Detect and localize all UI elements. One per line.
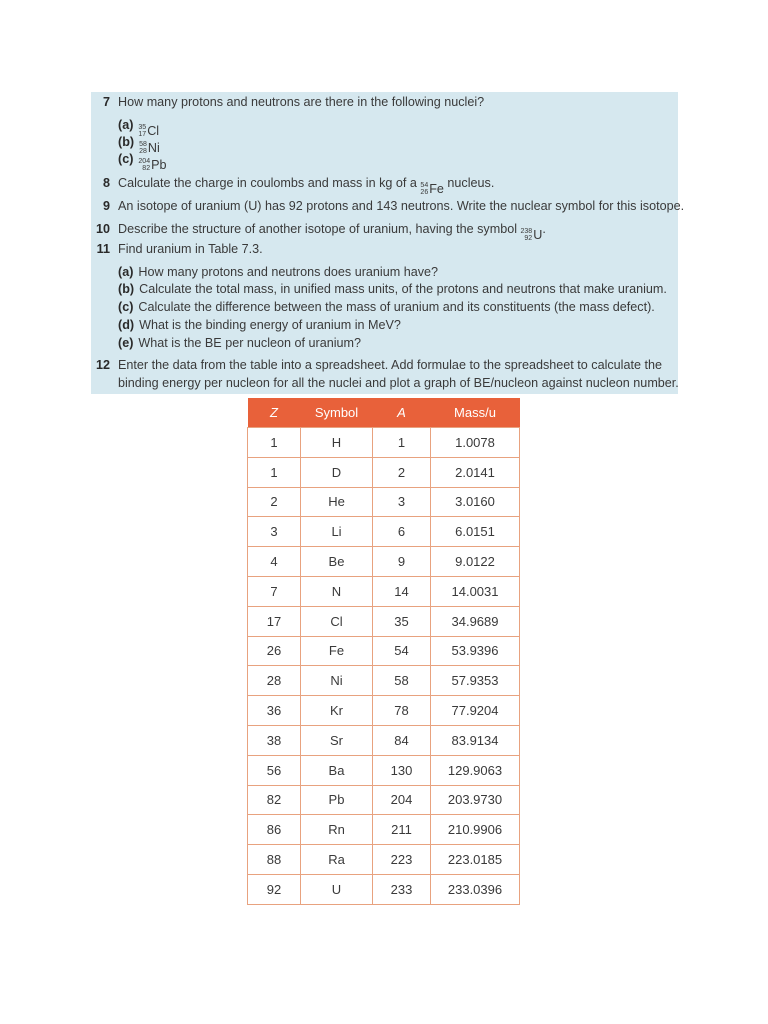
table-cell: 4 — [248, 547, 301, 577]
table-cell: 38 — [248, 725, 301, 755]
table-cell: Rn — [301, 815, 373, 845]
table-cell: 6 — [373, 517, 431, 547]
table-cell: 2 — [248, 487, 301, 517]
q12-line2: binding energy per nucleon for all the nuclei and plot a graph of BE/nucleon against nucleon number. — [118, 376, 679, 390]
q12-line1: Enter the data from the table into a spreadsheet. Add formulae to the spreadsheet to calculate the — [118, 358, 662, 372]
table-cell: Sr — [301, 725, 373, 755]
table-cell: D — [301, 457, 373, 487]
table-row — [248, 547, 520, 577]
table-cell: 7 — [248, 576, 301, 606]
table-row — [248, 428, 520, 458]
q11-text: Find uranium in Table 7.3. — [118, 242, 263, 256]
table-cell: 14 — [373, 576, 431, 606]
q11b: (b) Calculate the total mass, in unified mass units, of the protons and neutrons that make uranium. — [118, 282, 667, 296]
table-cell: 3 — [373, 487, 431, 517]
table-cell: 57.9353 — [431, 666, 520, 696]
table-cell: Ra — [301, 845, 373, 875]
table-row — [248, 815, 520, 845]
table-cell: 223.0185 — [431, 845, 520, 875]
table-row — [248, 845, 520, 875]
table-cell: Kr — [301, 696, 373, 726]
table-row — [248, 517, 520, 547]
q10-number: 10 — [95, 222, 110, 236]
table-cell: 26 — [248, 636, 301, 666]
table-cell: 9 — [373, 547, 431, 577]
table-header-row — [248, 398, 520, 428]
table-cell: Ni — [301, 666, 373, 696]
table-row — [248, 755, 520, 785]
table-cell: Be — [301, 547, 373, 577]
table-cell: 9.0122 — [431, 547, 520, 577]
table-cell: 78 — [373, 696, 431, 726]
table-cell: 77.9204 — [431, 696, 520, 726]
q7-text: How many protons and neutrons are there in the following nuclei? — [118, 95, 485, 109]
nuclide-cl: 35 17 Cl — [138, 124, 160, 138]
table-cell: 3 — [248, 517, 301, 547]
q9-text: An isotope of uranium (U) has 92 protons and 143 neutrons. Write the nuclear symbol for this isotope. — [118, 199, 685, 213]
table-cell: 88 — [248, 845, 301, 875]
table-cell: Pb — [301, 785, 373, 815]
q7a: (a) 35 17 Cl — [118, 118, 160, 138]
table-cell: 129.9063 — [431, 755, 520, 785]
q10-text: Describe the structure of another isotope of uranium, having the symbol 238 92 U . — [118, 222, 546, 242]
table-cell: 53.9396 — [431, 636, 520, 666]
table-row — [248, 636, 520, 666]
q11e: (e) What is the BE per nucleon of uranium? — [118, 336, 362, 350]
table-cell: 84 — [373, 725, 431, 755]
q11c: (c) Calculate the difference between the mass of uranium and its constituents (the mass defect). — [118, 300, 655, 314]
table-cell: 58 — [373, 666, 431, 696]
q12-number: 12 — [95, 358, 110, 372]
table-cell: 86 — [248, 815, 301, 845]
q11a: (a) How many protons and neutrons does uranium have? — [118, 265, 439, 279]
table-cell: 56 — [248, 755, 301, 785]
table-cell: Li — [301, 517, 373, 547]
table-cell: Ba — [301, 755, 373, 785]
table-cell: 83.9134 — [431, 725, 520, 755]
header-z: Z — [248, 398, 301, 428]
table-cell: 82 — [248, 785, 301, 815]
table-cell: 211 — [373, 815, 431, 845]
q8-text: Calculate the charge in coulombs and mass in kg of a 54 26 Fe nucleus. — [118, 176, 495, 196]
table-cell: 35 — [373, 606, 431, 636]
table-cell: 1 — [248, 428, 301, 458]
q7c: (c) 204 82 Pb — [118, 152, 167, 172]
table-cell: 203.9730 — [431, 785, 520, 815]
table-row — [248, 874, 520, 904]
table-cell: 204 — [373, 785, 431, 815]
q11-number: 11 — [96, 242, 110, 256]
q11d: (d) What is the binding energy of uranium in MeV? — [118, 318, 401, 332]
table-cell: 1.0078 — [431, 428, 520, 458]
table-row — [248, 576, 520, 606]
table-cell: Fe — [301, 636, 373, 666]
table-cell: 233.0396 — [431, 874, 520, 904]
table-cell: N — [301, 576, 373, 606]
table-cell: H — [301, 428, 373, 458]
table-row — [248, 725, 520, 755]
q9-number: 9 — [102, 199, 110, 213]
q7b: (b) 58 28 Ni — [118, 135, 160, 155]
nuclide-pb: 204 82 Pb — [138, 158, 167, 172]
q7-number: 7 — [102, 95, 110, 109]
table-cell: 36 — [248, 696, 301, 726]
table-row — [248, 666, 520, 696]
nuclide-ni: 58 28 Ni — [139, 141, 160, 155]
q8-number: 8 — [102, 176, 110, 190]
table-cell: 2.0141 — [431, 457, 520, 487]
table-cell: 34.9689 — [431, 606, 520, 636]
table-cell: U — [301, 874, 373, 904]
table-cell: 54 — [373, 636, 431, 666]
nuclide-mass-table — [247, 398, 520, 905]
table-cell: 233 — [373, 874, 431, 904]
nuclide-fe: 54 26 Fe — [420, 182, 444, 196]
table-cell: 1 — [248, 457, 301, 487]
table-cell: 14.0031 — [431, 576, 520, 606]
table-cell: He — [301, 487, 373, 517]
table-cell: 210.9906 — [431, 815, 520, 845]
table-row — [248, 696, 520, 726]
table-cell: 6.0151 — [431, 517, 520, 547]
table-cell: 2 — [373, 457, 431, 487]
table-row — [248, 606, 520, 636]
table-row — [248, 487, 520, 517]
table-cell: 92 — [248, 874, 301, 904]
header-a: A — [373, 398, 431, 428]
table-row — [248, 457, 520, 487]
table-cell: 3.0160 — [431, 487, 520, 517]
table-cell: Cl — [301, 606, 373, 636]
table-cell: 28 — [248, 666, 301, 696]
table-cell: 223 — [373, 845, 431, 875]
table-cell: 17 — [248, 606, 301, 636]
nuclide-u: 238 92 U — [520, 228, 543, 242]
table-cell: 1 — [373, 428, 431, 458]
table-cell: 130 — [373, 755, 431, 785]
header-mass: Mass/u — [431, 398, 520, 428]
header-symbol: Symbol — [301, 398, 373, 428]
table-row — [248, 785, 520, 815]
